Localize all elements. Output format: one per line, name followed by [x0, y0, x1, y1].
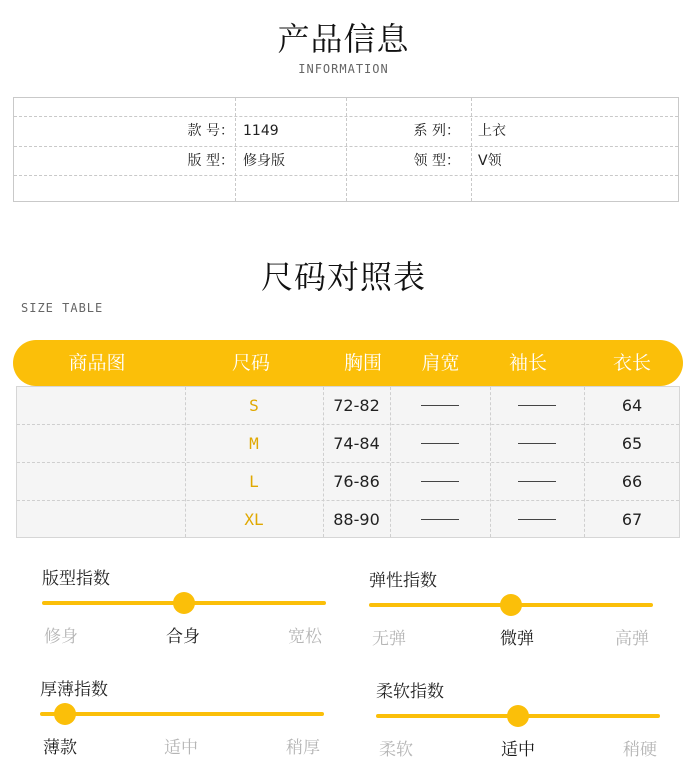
elasticity-index-knob[interactable]	[500, 594, 522, 616]
chest-cell: 74-84	[333, 434, 380, 453]
table-row	[17, 501, 679, 539]
header-product-image: 商品图	[68, 352, 126, 374]
header-length: 衣长	[612, 352, 651, 374]
info-value-collar: V领	[478, 153, 502, 169]
softness-index-title: 柔软指数	[376, 682, 444, 702]
chest-cell: 88-90	[333, 510, 380, 529]
softness-index	[376, 677, 660, 761]
length-cell: 67	[621, 510, 643, 529]
thickness-index-option: 适中	[164, 738, 198, 758]
size-cell: L	[249, 472, 259, 491]
sleeve-cell	[490, 463, 584, 500]
size-title: 尺码对照表	[260, 258, 426, 296]
shoulder-cell	[390, 425, 490, 462]
info-value-style-no: 1149	[243, 123, 279, 139]
sleeve-cell	[490, 425, 584, 462]
table-row	[17, 463, 679, 501]
header-chest: 胸围	[343, 352, 382, 374]
header-size: 尺码	[231, 352, 270, 374]
sleeve-cell	[490, 387, 584, 424]
size-subtitle: SIZE TABLE	[21, 301, 104, 315]
length-cell: 66	[621, 472, 643, 491]
header-sleeve: 袖长	[508, 352, 547, 374]
info-label-collar: 领 型：	[413, 153, 460, 169]
info-subtitle: INFORMATION	[298, 62, 389, 76]
softness-index-option: 柔软	[379, 740, 413, 760]
info-title: 产品信息	[277, 20, 410, 58]
thickness-index-knob[interactable]	[54, 703, 76, 725]
size-cell: M	[249, 434, 259, 453]
shoulder-cell	[390, 501, 490, 538]
shoulder-cell	[390, 387, 490, 424]
elasticity-index-option: 高弹	[615, 629, 649, 649]
size-cell: XL	[244, 510, 264, 529]
elasticity-index-title: 弹性指数	[369, 571, 437, 591]
length-cell: 64	[621, 396, 643, 415]
thickness-index-option: 稍厚	[286, 738, 320, 758]
info-label-style-no: 款 号：	[187, 123, 234, 139]
header-shoulder: 肩宽	[421, 352, 460, 374]
table-row	[17, 425, 679, 463]
fit-index-knob[interactable]	[173, 592, 195, 614]
info-label-series: 系 列：	[413, 123, 460, 139]
fit-index-title: 版型指数	[42, 569, 110, 589]
fit-index-option: 合身	[166, 627, 200, 647]
thickness-index-title: 厚薄指数	[40, 680, 108, 700]
size-table	[13, 340, 683, 529]
info-value-series: 上衣	[478, 123, 506, 139]
thickness-index-track	[40, 712, 324, 716]
size-table-header	[13, 340, 683, 386]
chest-cell: 76-86	[333, 472, 380, 491]
thickness-index	[40, 675, 324, 759]
chest-cell: 72-82	[333, 396, 380, 415]
info-value-fit: 修身版	[243, 153, 285, 169]
table-row	[17, 387, 679, 425]
elasticity-index-option: 微弹	[500, 629, 534, 649]
fit-index-option: 宽松	[288, 627, 322, 647]
elasticity-index-option: 无弹	[372, 629, 406, 649]
softness-index-option: 稍硬	[623, 740, 657, 760]
info-label-fit: 版 型：	[187, 153, 234, 169]
info-table	[13, 97, 679, 202]
fit-index	[42, 564, 326, 648]
thickness-index-option: 薄款	[43, 738, 77, 758]
shoulder-cell	[390, 463, 490, 500]
size-cell: S	[249, 396, 259, 415]
softness-index-knob[interactable]	[507, 705, 529, 727]
elasticity-index	[369, 566, 653, 650]
softness-index-option: 适中	[501, 740, 535, 760]
length-cell: 65	[621, 434, 643, 453]
sleeve-cell	[490, 501, 584, 538]
size-table-body	[16, 386, 680, 538]
fit-index-option: 修身	[44, 627, 78, 647]
